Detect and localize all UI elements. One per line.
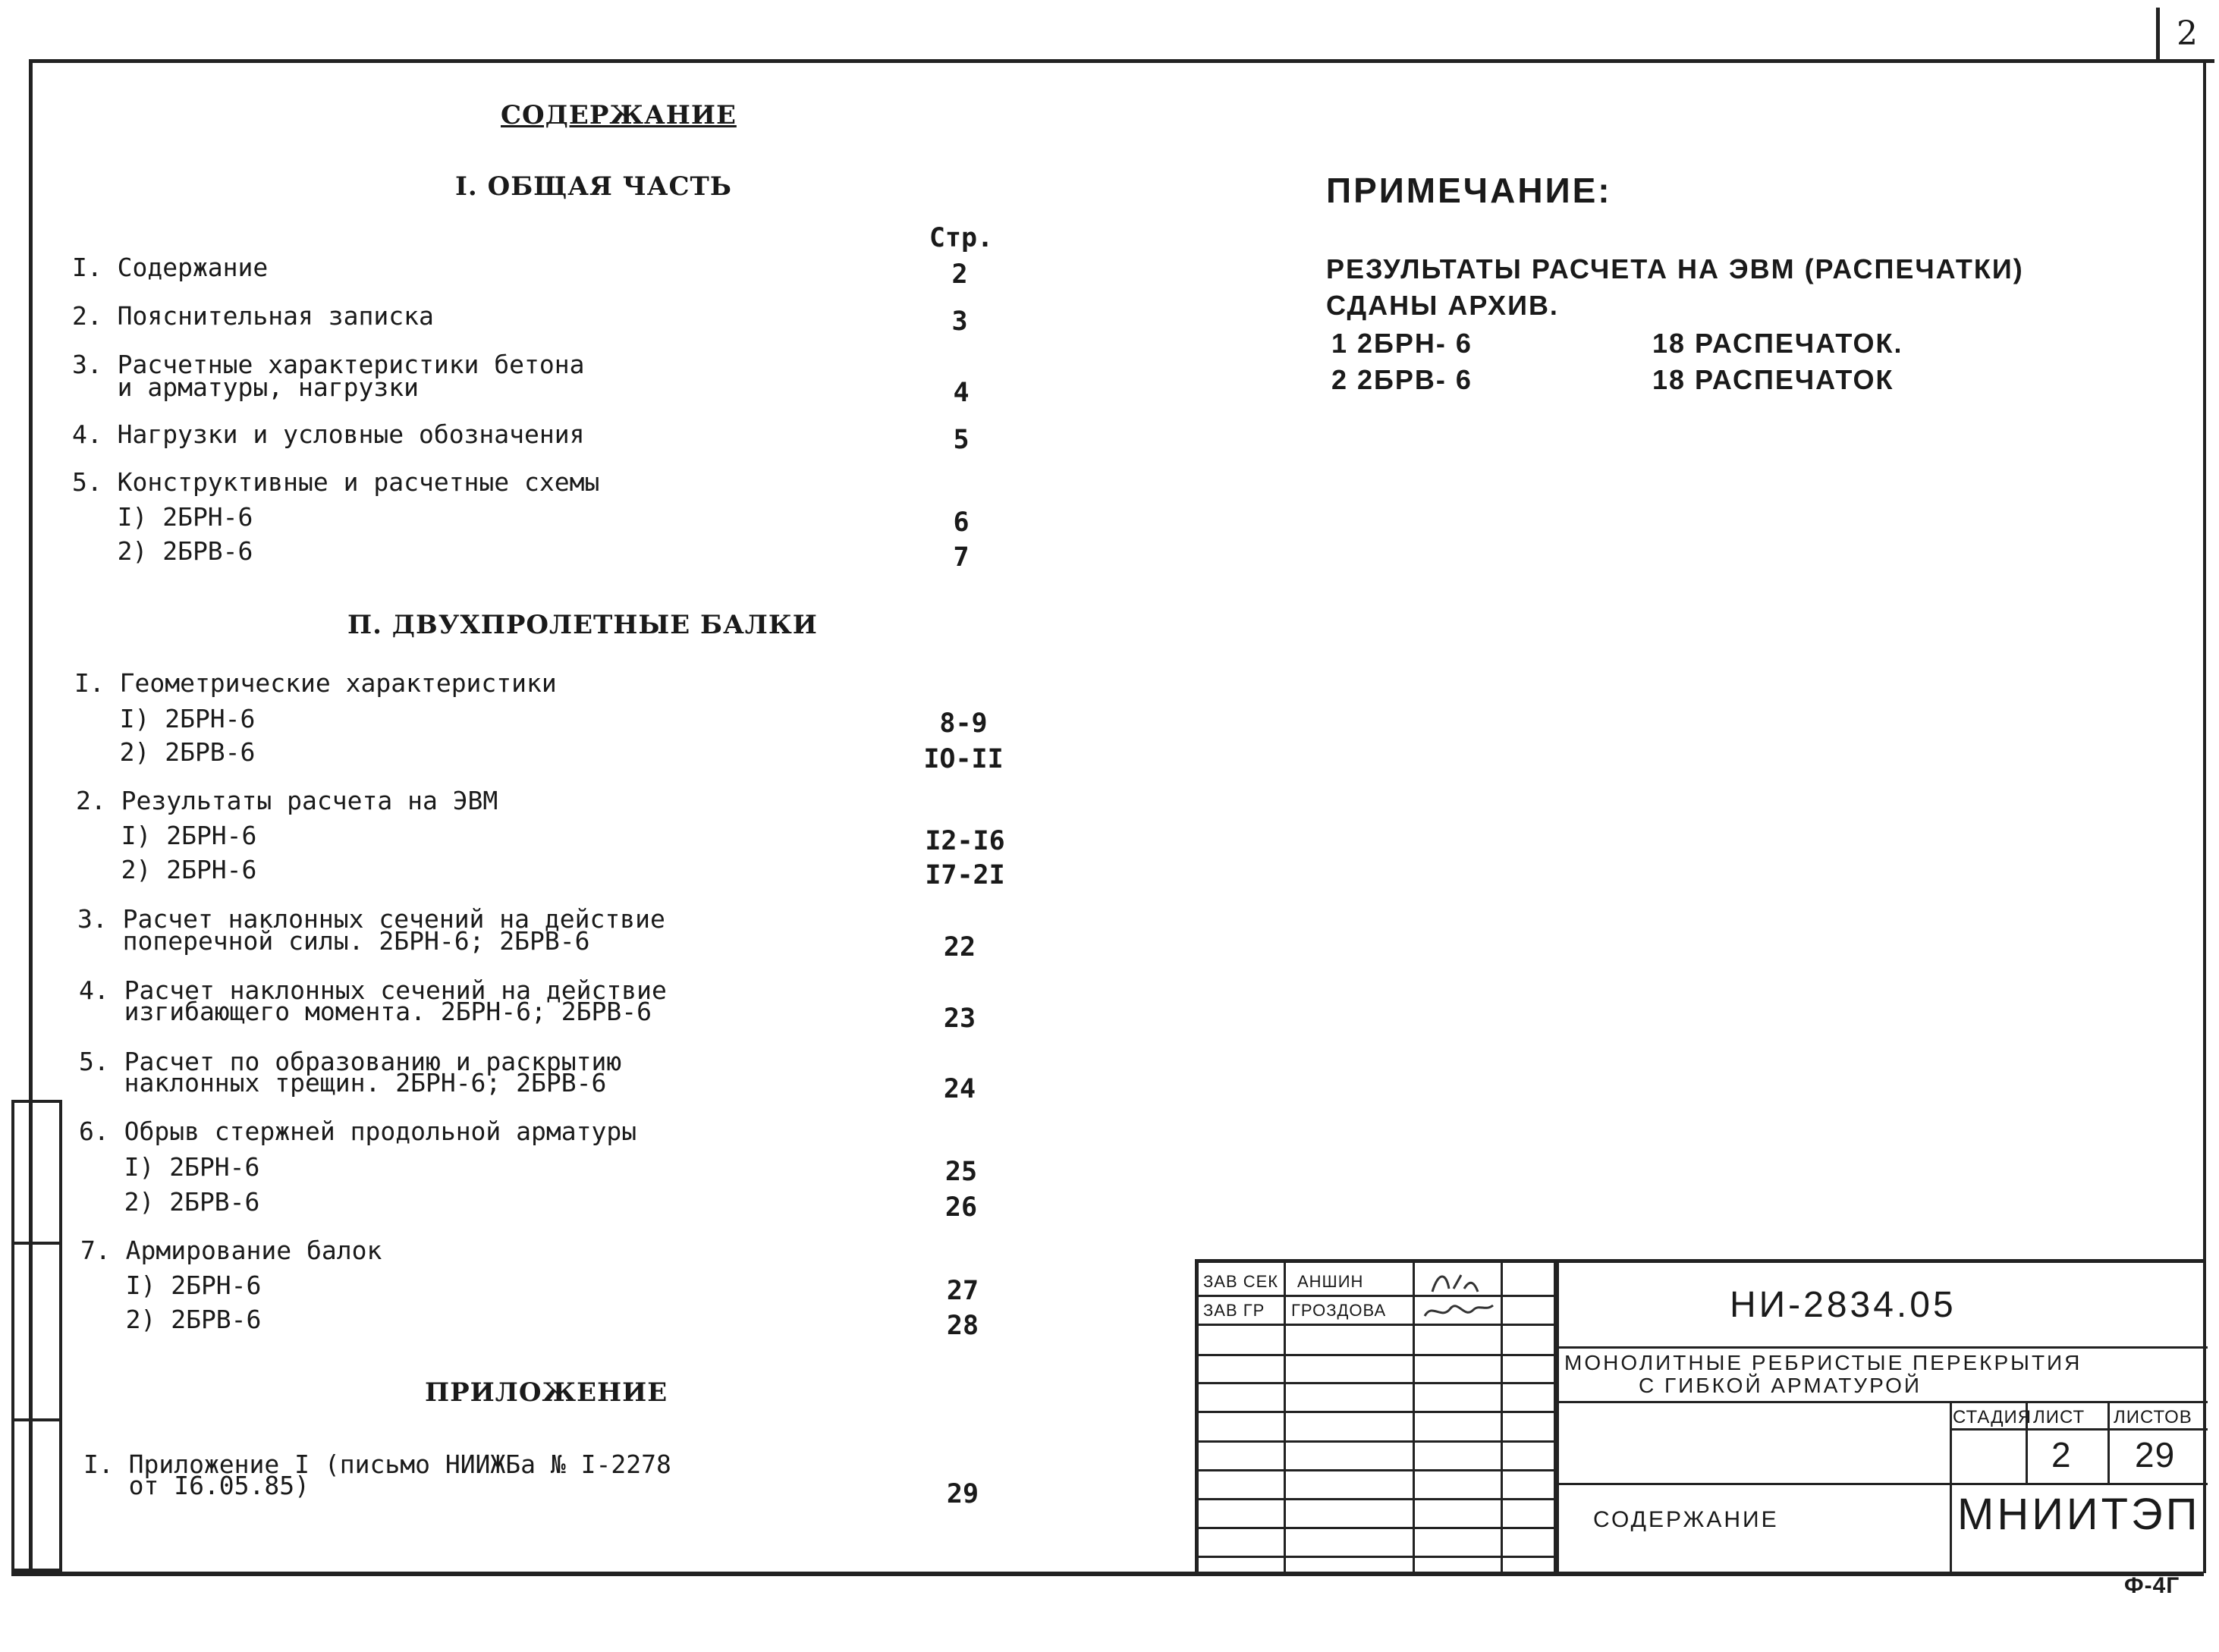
toc-subitem: I) 2БРН-6 bbox=[80, 1270, 262, 1300]
contents-title: СОДЕРЖАНИЕ bbox=[501, 100, 737, 130]
toc-subitem: I) 2БРН-6 bbox=[79, 1152, 260, 1182]
signature-mark bbox=[1419, 1266, 1498, 1325]
page-column-label: Стр. bbox=[929, 223, 994, 253]
appendix-title: ПРИЛОЖЕНИЕ bbox=[425, 1377, 668, 1408]
toc-item-cont: изгибающего момента. 2БРН-6; 2БРВ-6 bbox=[79, 997, 652, 1026]
toc-subitem: I) 2БРН-6 bbox=[74, 704, 256, 733]
toc-subitem: 2) 2БРВ-6 bbox=[79, 1187, 260, 1217]
toc-page: 28 bbox=[946, 1311, 979, 1341]
toc-page: 24 bbox=[943, 1074, 976, 1104]
toc-page: 6 bbox=[953, 507, 970, 538]
toc-item: 2. Пояснительная записка bbox=[72, 301, 434, 331]
toc-page: 5 bbox=[953, 425, 970, 455]
frame-bottom-line bbox=[11, 1572, 2204, 1576]
toc-item-cont: наклонных трещин. 2БРН-6; 2БРВ-6 bbox=[79, 1068, 607, 1098]
page-number: 2 bbox=[2177, 14, 2198, 53]
note-line: СДАНЫ АРХИВ. bbox=[1326, 290, 1559, 321]
project-title-line2: С ГИБКОЙ АРМАТУРОЙ bbox=[1639, 1374, 1922, 1397]
sheets-label: ЛИСТОВ bbox=[2114, 1407, 2192, 1427]
toc-subitem: 2) 2БРВ-6 bbox=[72, 536, 253, 566]
document-code: НИ-2834.05 bbox=[1730, 1285, 1957, 1325]
toc-page: IO-II bbox=[923, 744, 1004, 774]
sheet-label: ЛИСТ bbox=[2033, 1407, 2085, 1427]
stage-label: СТАДИЯ bbox=[1953, 1407, 2032, 1427]
toc-subitem: 2) 2БРВ-6 bbox=[74, 737, 256, 767]
note-row-value: 18 РАСПЕЧАТОК. bbox=[1652, 328, 1903, 359]
toc-page: I7-2I bbox=[925, 860, 1005, 890]
toc-item: 5. Расчет по образованию и раскрытию bbox=[79, 1047, 622, 1076]
toc-page: 7 bbox=[953, 542, 970, 573]
binding-strip-edge bbox=[59, 1100, 62, 1572]
title-block bbox=[1195, 1259, 2206, 1572]
page-number-box bbox=[2156, 8, 2214, 63]
toc-page: 27 bbox=[946, 1276, 979, 1306]
note-row-label: 2 2БРВ- 6 bbox=[1331, 364, 1473, 395]
sheet-value: 2 bbox=[2051, 1435, 2072, 1475]
sheet-format: Ф-4Г bbox=[2124, 1573, 2180, 1598]
stamp-name: АНШИН bbox=[1297, 1272, 1364, 1291]
toc-item: 4. Нагрузки и условные обозначения bbox=[72, 419, 585, 449]
toc-item: 4. Расчет наклонных сечений на действие bbox=[79, 975, 667, 1005]
stamp-role: ЗАВ ГР bbox=[1203, 1301, 1265, 1320]
toc-item: 2. Результаты расчета на ЭВМ bbox=[76, 786, 498, 815]
stamp-role: ЗАВ СЕК bbox=[1203, 1272, 1279, 1291]
toc-page: 4 bbox=[953, 378, 970, 408]
binding-strip-divider bbox=[11, 1242, 59, 1245]
toc-page: 23 bbox=[943, 1003, 976, 1034]
organization-name: МНИИТЭП bbox=[1957, 1490, 2201, 1539]
toc-page: 2 bbox=[951, 259, 968, 290]
toc-subitem: I) 2БРН-6 bbox=[76, 821, 257, 850]
toc-item: 7. Армирование балок bbox=[80, 1236, 382, 1265]
binding-strip-divider bbox=[11, 1418, 59, 1421]
note-row-value: 18 РАСПЕЧАТОК bbox=[1652, 364, 1894, 395]
note-line: РЕЗУЛЬТАТЫ РАСЧЕТА НА ЭВМ (РАСПЕЧАТКИ) bbox=[1326, 253, 2024, 284]
toc-item: I. Приложение I (письмо НИИЖБа № I-2278 bbox=[83, 1449, 671, 1479]
sheets-value: 29 bbox=[2135, 1435, 2176, 1475]
toc-page: 29 bbox=[946, 1479, 979, 1509]
note-title: ПРИМЕЧАНИЕ: bbox=[1326, 171, 1612, 210]
toc-item: 6. Обрыв стержней продольной арматуры bbox=[79, 1117, 637, 1146]
toc-item: I. Содержание bbox=[72, 253, 269, 282]
toc-item: 3. Расчет наклонных сечений на действие bbox=[77, 904, 665, 934]
toc-page: 26 bbox=[944, 1192, 978, 1223]
toc-subitem: I) 2БРН-6 bbox=[72, 502, 253, 532]
note-row-label: 1 2БРН- 6 bbox=[1331, 328, 1473, 359]
section1-title: I. ОБЩАЯ ЧАСТЬ bbox=[455, 171, 732, 202]
project-title-line1: МОНОЛИТНЫЕ РЕБРИСТЫЕ ПЕРЕКРЫТИЯ bbox=[1564, 1351, 2082, 1374]
toc-item: 5. Конструктивные и расчетные схемы bbox=[72, 467, 600, 497]
stamp-name: ГРОЗДОВА bbox=[1291, 1301, 1387, 1320]
toc-page: 8-9 bbox=[939, 708, 988, 739]
toc-item-cont: от I6.05.85) bbox=[83, 1471, 310, 1500]
toc-item: I. Геометрические характеристики bbox=[74, 668, 557, 698]
toc-page: I2-I6 bbox=[925, 826, 1005, 856]
toc-page: 3 bbox=[951, 306, 968, 337]
toc-subitem: 2) 2БРВ-6 bbox=[80, 1305, 262, 1334]
toc-item: 3. Расчетные характеристики бетона bbox=[72, 350, 585, 379]
toc-item-cont: и арматуры, нагрузки bbox=[72, 372, 419, 402]
toc-page: 22 bbox=[943, 932, 976, 963]
toc-subitem: 2) 2БРН-6 bbox=[76, 855, 257, 884]
sheet-title: СОДЕРЖАНИЕ bbox=[1593, 1507, 1779, 1532]
section2-title: П. ДВУХПРОЛЕТНЫЕ БАЛКИ bbox=[347, 610, 818, 640]
binding-strip bbox=[11, 1100, 59, 1572]
toc-page: 25 bbox=[944, 1157, 978, 1187]
toc-item-cont: поперечной силы. 2БРН-6; 2БРВ-6 bbox=[77, 926, 590, 956]
